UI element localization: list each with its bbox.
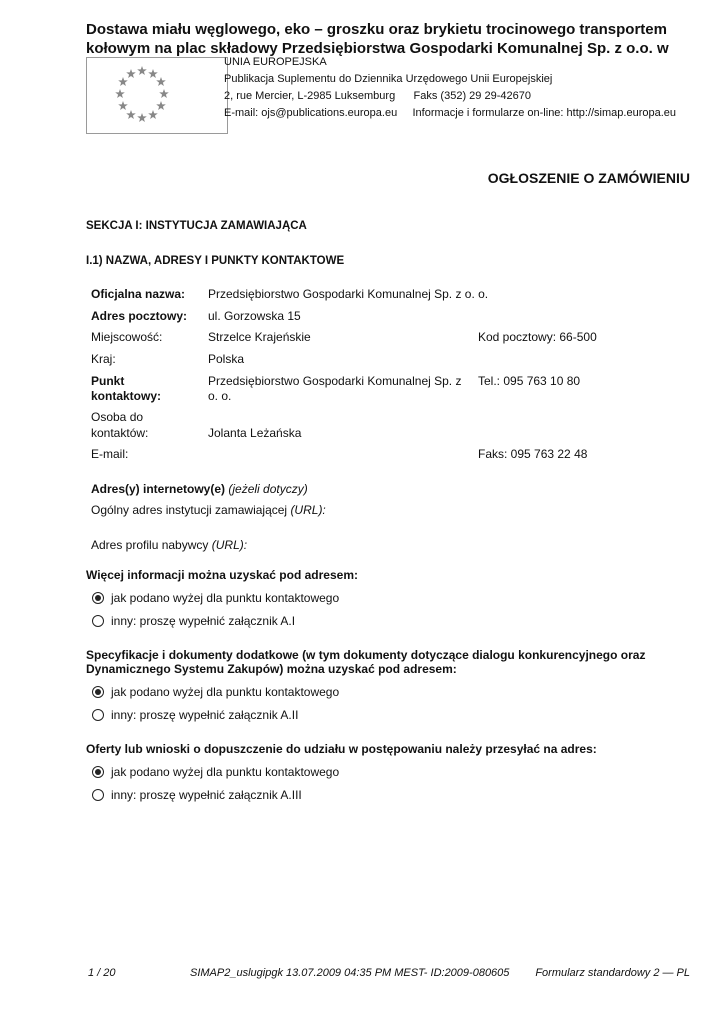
section-heading: SEKCJA I: INSTYTUCJA ZAMAWIAJĄCA — [86, 220, 307, 232]
option-label: jak podano wyżej dla punktu kontaktowego — [111, 591, 340, 605]
town-value: Strzelce Krajeńskie — [208, 330, 311, 344]
tenders-address-question: Oferty lub wnioski o dopuszczenie do udziału w postępowaniu należy przesyłać na adres: — [86, 742, 597, 756]
general-url-row — [91, 502, 326, 518]
country-label: Kraj: — [91, 352, 116, 366]
option-label: jak podano wyżej dla punktu kontaktowego — [111, 685, 340, 699]
tenders-option-above[interactable] — [92, 764, 339, 780]
radio-empty-icon[interactable] — [92, 709, 104, 721]
general-url-suffix: (URL): — [290, 503, 326, 517]
internet-heading-note: (jeżeli dotyczy) — [228, 482, 308, 496]
eu-line-4: E-mail: ojs@publications.europa.eu Informacje i formularze on-line: http://simap.europa.eu — [224, 107, 676, 119]
contact-point-value-line2: o. o. — [208, 389, 232, 403]
radio-selected-icon[interactable] — [92, 686, 104, 698]
contact-person-value: Jolanta Leżańska — [208, 426, 302, 440]
specifications-option-other[interactable] — [92, 707, 298, 723]
contact-person-label-line2: kontaktów: — [91, 426, 149, 440]
internet-heading-text: Adres(y) internetowy(e) — [91, 482, 226, 496]
buyer-profile-url-row — [91, 537, 247, 553]
more-info-option-above[interactable] — [92, 590, 339, 606]
tenders-option-other[interactable] — [92, 787, 302, 803]
internet-addresses-heading — [91, 481, 308, 497]
buyer-profile-url-suffix: (URL): — [211, 538, 248, 552]
page-number: 1 / 20 — [88, 967, 116, 979]
radio-empty-icon[interactable] — [92, 615, 104, 627]
specifications-question-line1: Specyfikacje i dokumenty dodatkowe (w tym dokumenty dotyczące dialogu konkurencyjnego oraz — [86, 648, 646, 662]
eu-flag-logo — [86, 57, 228, 134]
contact-point-value-line1: Przedsiębiorstwo Gospodarki Komunalnej Sp. z — [208, 374, 462, 388]
specifications-option-above[interactable] — [92, 684, 339, 700]
radio-selected-icon[interactable] — [92, 592, 104, 604]
postal-address-value: ul. Gorzowska 15 — [208, 309, 301, 323]
buyer-profile-url-label: Adres profilu nabywcy — [91, 538, 209, 552]
radio-empty-icon[interactable] — [92, 789, 104, 801]
radio-selected-icon[interactable] — [92, 766, 104, 778]
town-label: Miejscowość: — [91, 330, 163, 344]
footer-document-id: SIMAP2_uslugipgk 13.07.2009 04:35 PM MEST- ID:2009-080605 — [190, 967, 510, 979]
footer-form-name: Formularz standardowy 2 — PL — [535, 967, 690, 979]
official-name-label: Oficjalna nazwa: — [91, 287, 186, 301]
contact-point-label-line1: Punkt — [91, 374, 125, 388]
telephone-value: Tel.: 095 763 10 80 — [478, 374, 581, 388]
option-label: inny: proszę wypełnić załącznik A.II — [111, 708, 299, 722]
eu-line-1: UNIA EUROPEJSKA — [224, 56, 327, 68]
contact-person-label-line1: Osoba do — [91, 410, 144, 424]
notice-title: OGŁOSZENIE O ZAMÓWIENIU — [487, 170, 690, 186]
eu-publication-info — [224, 54, 676, 122]
country-value: Polska — [208, 352, 245, 366]
subsection-heading: I.1) NAZWA, ADRESY I PUNKTY KONTAKTOWE — [86, 255, 345, 267]
postal-address-label: Adres pocztowy: — [91, 309, 188, 323]
specifications-question-line2: Dynamicznego Systemu Zakupów) można uzyskać pod adresem: — [86, 662, 457, 676]
fax-value: Faks: 095 763 22 48 — [478, 447, 588, 461]
document-title: Dostawa miału węglowego, eko – groszku oraz brykietu trocinowego transportem kołowym na plac składowy Przedsiębiorstwa Gospodarki Komunalnej Sp. z o.o. w — [86, 21, 669, 57]
more-info-question: Więcej informacji można uzyskać pod adresem: — [86, 568, 358, 582]
option-label: jak podano wyżej dla punktu kontaktowego — [111, 765, 340, 779]
postcode-value: Kod pocztowy: 66-500 — [478, 330, 597, 344]
eu-flag-stars-icon — [87, 58, 227, 133]
email-label: E-mail: — [91, 447, 129, 461]
option-label: inny: proszę wypełnić załącznik A.III — [111, 788, 302, 802]
general-url-label: Ogólny adres instytucji zamawiającej — [91, 503, 288, 517]
eu-line-3: 2, rue Mercier, L-2985 Luksemburg Faks (352) 29 29-42670 — [224, 90, 531, 102]
option-label: inny: proszę wypełnić załącznik A.I — [111, 614, 296, 628]
eu-line-2: Publikacja Suplementu do Dziennika Urzędowego Unii Europejskiej — [224, 73, 553, 85]
official-name-value: Przedsiębiorstwo Gospodarki Komunalnej Sp. z o. o. — [208, 287, 489, 301]
more-info-option-other[interactable] — [92, 613, 295, 629]
contact-point-label-line2: kontaktowy: — [91, 389, 162, 403]
